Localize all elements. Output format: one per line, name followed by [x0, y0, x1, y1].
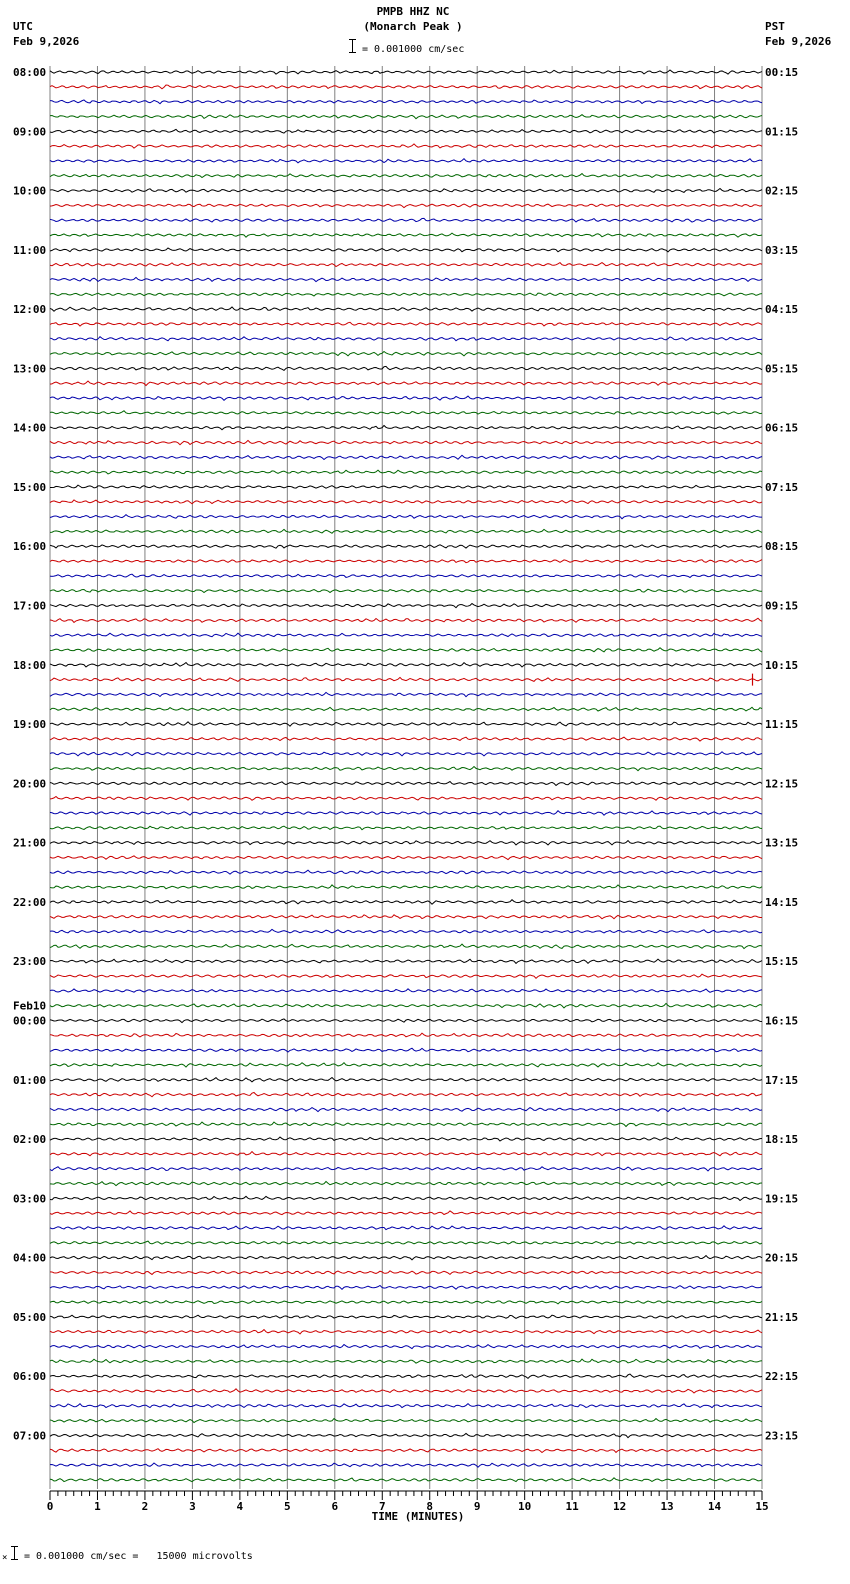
trace-line-h9-0 [50, 604, 762, 608]
trace-line-h6-2 [50, 455, 762, 459]
trace-line-h14-0 [50, 900, 762, 905]
trace-line-h8-1 [50, 560, 762, 563]
seismic-traces [50, 70, 762, 1482]
utc-hour-label: 06:00 [13, 1370, 47, 1384]
trace-line-h2-2 [50, 218, 762, 222]
right-timezone: PST [765, 20, 785, 33]
utc-hour-label: 14:00 [13, 421, 47, 435]
x-axis-title: TIME (MINUTES) [371, 1510, 465, 1523]
x-tick-label-2: 2 [141, 1500, 149, 1513]
pst-hour-label: 01:15 [765, 125, 799, 139]
pst-hour-label: 08:15 [765, 540, 799, 554]
trace-line-h7-2 [50, 515, 762, 519]
trace-line-h21-2 [50, 1345, 762, 1349]
pst-hour-label: 23:15 [765, 1429, 799, 1443]
pst-hour-label: 00:15 [765, 66, 799, 79]
trace-line-h2-3 [50, 233, 762, 237]
x-tick-label-0: 0 [46, 1500, 54, 1513]
trace-line-h5-2 [50, 396, 762, 400]
trace-line-h5-0 [50, 366, 762, 370]
x-tick-label-12: 12 [612, 1500, 627, 1513]
trace-line-h1-0 [50, 129, 762, 133]
x-tick-label-6: 6 [331, 1500, 339, 1513]
right-date: Feb 9,2026 [765, 35, 832, 48]
trace-line-h9-2 [50, 633, 762, 637]
trace-line-h4-3 [50, 351, 762, 355]
trace-line-h18-0 [50, 1137, 762, 1141]
trace-line-h19-1 [50, 1211, 762, 1215]
trace-line-h23-1 [50, 1449, 762, 1453]
trace-line-h7-1 [50, 500, 762, 504]
trace-line-h12-1 [50, 796, 762, 800]
trace-line-h17-0 [50, 1078, 762, 1082]
utc-hour-label: 09:00 [13, 125, 47, 139]
x-tick-label-1: 1 [94, 1500, 101, 1513]
x-tick-label-11: 11 [565, 1500, 579, 1513]
utc-hour-label: 12:00 [13, 303, 47, 317]
trace-line-h6-1 [50, 440, 762, 444]
utc-hour-label: 22:00 [13, 895, 47, 909]
trace-line-h1-1 [50, 144, 762, 148]
hour-labels [13, 66, 798, 1442]
x-tick-label-5: 5 [284, 1500, 291, 1513]
trace-line-h10-3 [50, 707, 762, 711]
trace-line-h17-2 [50, 1108, 762, 1112]
trace-line-h21-0 [50, 1315, 762, 1318]
trace-line-h21-3 [50, 1359, 762, 1363]
trace-line-h19-3 [50, 1241, 762, 1244]
trace-line-h1-3 [50, 174, 762, 178]
trace-line-h3-3 [50, 293, 762, 296]
trace-line-h0-2 [50, 100, 762, 104]
pst-hour-label: 14:15 [765, 895, 799, 909]
trace-line-h16-3 [50, 1063, 762, 1067]
trace-line-h11-1 [50, 737, 762, 741]
utc-hour-label: 13:00 [13, 362, 47, 376]
trace-line-h7-0 [50, 485, 762, 488]
trace-line-h22-3 [50, 1419, 762, 1423]
utc-hour-label: 21:00 [13, 836, 47, 850]
trace-line-h15-3 [50, 1003, 762, 1008]
trace-line-h20-0 [50, 1256, 762, 1260]
utc-hour-label: 15:00 [13, 480, 47, 494]
x-tick-label-13: 13 [660, 1500, 674, 1513]
pst-hour-label: 20:15 [765, 1251, 799, 1265]
trace-line-h22-2 [50, 1404, 762, 1408]
x-tick-label-14: 14 [707, 1500, 722, 1513]
trace-line-h23-3 [50, 1478, 762, 1482]
trace-line-h23-2 [50, 1463, 762, 1467]
trace-line-h21-1 [50, 1330, 762, 1334]
pst-hour-label: 04:15 [765, 303, 799, 317]
trace-line-h22-0 [50, 1374, 762, 1378]
trace-line-h18-3 [50, 1182, 762, 1186]
footer-scale-bar-icon [14, 1546, 15, 1560]
utc-hour-label: 20:00 [13, 777, 47, 791]
pst-hour-label: 15:15 [765, 955, 799, 969]
pst-hour-label: 06:15 [765, 421, 799, 435]
trace-line-h22-1 [50, 1389, 762, 1393]
x-tick-label-10: 10 [518, 1500, 532, 1513]
pst-hour-label: 07:15 [765, 480, 799, 494]
x-tick-label-9: 9 [473, 1500, 481, 1513]
x-tick-label-4: 4 [236, 1500, 244, 1513]
trace-line-h12-3 [50, 826, 762, 830]
trace-line-h15-0 [50, 959, 762, 963]
utc-hour-label: 02:00 [13, 1133, 47, 1147]
utc-hour-label: 07:00 [13, 1429, 47, 1443]
trace-line-h20-3 [50, 1301, 762, 1304]
utc-hour-label: 10:00 [13, 184, 47, 198]
pst-hour-label: 09:15 [765, 599, 799, 613]
trace-line-h16-1 [50, 1033, 762, 1037]
left-timezone: UTC [13, 20, 33, 33]
trace-line-h12-2 [50, 811, 762, 815]
trace-line-h14-1 [50, 915, 762, 919]
trace-line-h13-0 [50, 841, 762, 845]
trace-line-h18-2 [50, 1167, 762, 1171]
trace-line-h9-1 [50, 618, 762, 622]
utc-hour-label: 01:00 [13, 1073, 47, 1087]
utc-hour-label: 16:00 [13, 540, 47, 554]
utc-hour-label: 03:00 [13, 1192, 47, 1206]
trace-line-h0-3 [50, 115, 762, 119]
footer-marker: × [2, 1553, 8, 1563]
utc-hour-label: 08:00 [13, 66, 47, 79]
pst-hour-label: 02:15 [765, 184, 799, 198]
pst-hour-label: 17:15 [765, 1073, 799, 1087]
pst-hour-label: 16:15 [765, 1014, 799, 1028]
pst-hour-label: 10:15 [765, 658, 799, 672]
x-tick-label-15: 15 [755, 1500, 769, 1513]
trace-line-h4-1 [50, 322, 762, 326]
trace-line-h20-1 [50, 1271, 762, 1275]
pst-hour-label: 03:15 [765, 243, 799, 257]
trace-line-h8-3 [50, 589, 762, 592]
trace-line-h4-2 [50, 337, 762, 341]
trace-line-h19-0 [50, 1196, 762, 1200]
x-tick-label-8: 8 [426, 1500, 434, 1513]
trace-line-h3-0 [50, 248, 762, 252]
trace-line-h14-3 [50, 944, 762, 948]
utc-hour-label: 00:00 [13, 1014, 47, 1028]
trace-line-h19-2 [50, 1226, 762, 1230]
pst-hour-label: 21:15 [765, 1310, 799, 1324]
trace-line-h10-2 [50, 692, 762, 696]
pst-hour-label: 12:15 [765, 777, 799, 791]
trace-line-h11-2 [50, 752, 762, 756]
trace-line-h7-3 [50, 529, 762, 533]
trace-line-h13-2 [50, 870, 762, 874]
left-date: Feb 9,2026 [13, 35, 80, 48]
header-scale-bar-icon [352, 39, 353, 53]
station-location: (Monarch Peak ) [363, 20, 463, 33]
utc-hour-label: 19:00 [13, 718, 47, 732]
trace-line-h2-1 [50, 204, 762, 208]
utc-hour-label: 23:00 [13, 955, 47, 969]
utc-hour-label: 17:00 [13, 599, 47, 613]
pst-hour-label: 13:15 [765, 836, 799, 850]
trace-line-h4-0 [50, 307, 762, 311]
trace-line-h3-1 [50, 263, 762, 267]
trace-line-h3-2 [50, 277, 762, 281]
trace-line-h14-2 [50, 929, 762, 933]
trace-line-h11-3 [50, 767, 762, 771]
trace-line-h12-0 [50, 782, 762, 786]
trace-line-h16-2 [50, 1048, 762, 1052]
trace-line-h17-1 [50, 1092, 762, 1096]
utc-hour-label: 11:00 [13, 243, 47, 257]
trace-line-h0-0 [50, 70, 762, 74]
trace-line-h6-3 [50, 470, 762, 474]
trace-line-h8-0 [50, 545, 762, 548]
utc-hour-label: 04:00 [13, 1251, 47, 1265]
trace-line-h1-2 [50, 159, 762, 163]
trace-line-h8-2 [50, 574, 762, 577]
trace-line-h13-3 [50, 885, 762, 889]
trace-line-h20-2 [50, 1285, 762, 1289]
trace-line-h5-1 [50, 381, 762, 385]
date-change-label: Feb10 [13, 999, 47, 1013]
trace-line-h16-0 [50, 1019, 762, 1023]
trace-line-h15-1 [50, 974, 762, 978]
pst-hour-label: 18:15 [765, 1133, 799, 1147]
trace-line-h13-1 [50, 856, 762, 860]
pst-hour-label: 05:15 [765, 362, 799, 376]
trace-line-h10-1 [50, 677, 762, 681]
x-tick-label-3: 3 [189, 1500, 196, 1513]
trace-line-h23-0 [50, 1433, 762, 1437]
trace-line-h0-1 [50, 85, 762, 89]
station-title: PMPB HHZ NC [376, 5, 450, 18]
footer-scale-note: = 0.001000 cm/sec = 15000 microvolts [24, 1551, 253, 1562]
utc-hour-label: 05:00 [13, 1310, 47, 1324]
trace-line-h11-0 [50, 722, 762, 726]
pst-hour-label: 22:15 [765, 1370, 799, 1384]
trace-line-h15-2 [50, 989, 762, 992]
utc-hour-label: 18:00 [13, 658, 47, 672]
trace-line-h18-1 [50, 1152, 762, 1156]
pst-hour-label: 19:15 [765, 1192, 799, 1206]
x-tick-label-7: 7 [378, 1500, 386, 1513]
trace-line-h9-3 [50, 648, 762, 652]
trace-line-h17-3 [50, 1122, 762, 1126]
pst-hour-label: 11:15 [765, 718, 799, 732]
trace-line-h10-0 [50, 663, 762, 667]
header-scale-label: = 0.001000 cm/sec [362, 44, 465, 55]
trace-line-h6-0 [50, 425, 762, 429]
trace-line-h2-0 [50, 189, 762, 193]
trace-line-h5-3 [50, 411, 762, 414]
